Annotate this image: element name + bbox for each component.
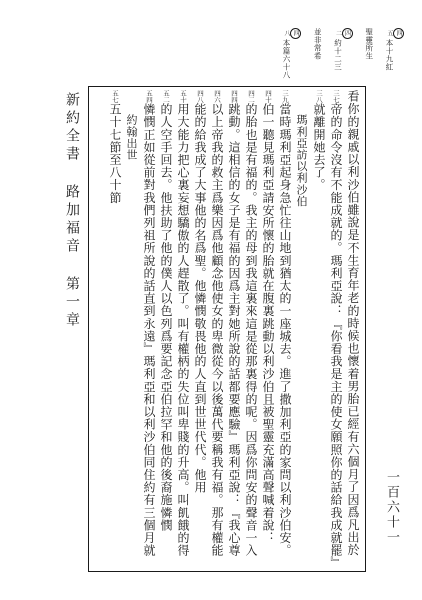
- chapter-label: 第一章: [64, 276, 80, 330]
- note-column: [313, 28, 321, 86]
- text-column: [311, 90, 326, 566]
- verse-number: 五十: [179, 90, 187, 103]
- text-columns: [92, 90, 360, 566]
- book-title: 新約全書: [64, 92, 80, 164]
- note-text: 聖靈所生: [364, 28, 374, 60]
- verse-number: 三九: [281, 90, 289, 103]
- text-column: [328, 90, 343, 566]
- verse-number: 四八: [196, 90, 204, 103]
- section-heading-text: 約翰出世: [125, 114, 138, 161]
- column-text: 用大能力把心裏妄想驕傲的人趕散了。叫有權柄的失位叫卑賤的升高。叫飢餓的得: [176, 103, 190, 557]
- verse-number: 五四: [145, 90, 153, 103]
- text-column: [226, 90, 241, 566]
- top-notes: [160, 28, 404, 86]
- note-text: 約十二三: [333, 39, 343, 71]
- section-heading: [124, 114, 139, 566]
- column-text: 憐憫正如從前對我們列祖所說的話直到永遠』瑪利亞和以利沙伯同住約有三個月就: [142, 103, 156, 557]
- verse-number: 三七: [332, 90, 340, 103]
- verse-number: 四六: [213, 90, 221, 103]
- note-text: 並非常希: [313, 28, 323, 60]
- verse-number: 三八: [315, 90, 323, 103]
- column-text: 五十七節至八十節: [108, 103, 122, 204]
- column-text: 伯一聽見瑪利亞請安所懷的胎就在腹裏跳動以利沙伯且被聖靈充滿高聲喊着說：: [261, 103, 275, 544]
- running-header: [62, 92, 82, 562]
- column-text: 就離開她去了。: [312, 103, 326, 192]
- column-text: 能的給我成了大事他的名爲聖。他憐憫敬畏他的人直到世世代代。他用: [193, 103, 207, 494]
- column-text: 看你的親戚以利沙伯雖說是不生育年老的時候也懷着男胎已經有六個月了因爲凡出於: [346, 90, 360, 557]
- text-column: [209, 90, 224, 566]
- note-column: [385, 28, 404, 86]
- text-column: [277, 90, 292, 566]
- verse-number: 四十: [264, 90, 272, 103]
- verse-number: 五七: [111, 90, 119, 103]
- note-column: [282, 28, 301, 86]
- column-text: 跳動。這相信的女子是有福的因爲主對她所說的話都要應驗』瑪利亞說：『我心尊: [227, 103, 241, 557]
- text-column: [260, 90, 275, 566]
- column-text: 當時瑪利亞起身急忙往山地到猶太的一座城去。進了撒加利亞的家問以利沙伯安。: [278, 103, 292, 557]
- note-column: [365, 28, 373, 86]
- verse-number: 四四: [230, 90, 238, 103]
- note-text: 本篇六十八: [282, 39, 291, 79]
- column-text: 帝的命令沒有不能成就的。瑪利亞說：『你看我是主的使女願照你的話給我成就罷』: [329, 103, 343, 564]
- note-text: 本十九紅: [385, 39, 394, 71]
- chapter-title: 路加福音: [64, 184, 80, 256]
- text-column: [192, 90, 207, 566]
- text-column: [158, 90, 173, 566]
- verse-number: 五二: [162, 90, 170, 103]
- text-column: [345, 90, 360, 566]
- text-column: [243, 90, 258, 566]
- verse-number: 四二: [247, 90, 255, 103]
- column-text: 的胎也是有福的。我主的母到我這裏來這是從那裏得的呢。因爲你問安的聲音一入: [244, 103, 258, 557]
- column-text: 以上帝我的救主爲樂因爲他顧念他使女的卑微從今以後萬代要稱我有福。那有權能: [210, 103, 224, 557]
- text-column: [107, 90, 122, 566]
- verse-circle-mark: 四五: [393, 28, 404, 39]
- text-column: [175, 90, 190, 566]
- page-number: 一百六十一: [384, 470, 399, 545]
- section-heading: [294, 114, 309, 566]
- verse-circle-mark: 四八: [290, 28, 301, 39]
- section-heading-text: 瑪利亞訪以利沙伯: [295, 114, 308, 207]
- text-column: [141, 90, 156, 566]
- note-column: [333, 28, 352, 86]
- verse-circle-mark: 四二: [342, 28, 353, 39]
- column-text: 的人空手回去。他扶助了他的僕人以色列爲要記念亞伯拉罕和他的後裔施憐憫: [159, 103, 173, 532]
